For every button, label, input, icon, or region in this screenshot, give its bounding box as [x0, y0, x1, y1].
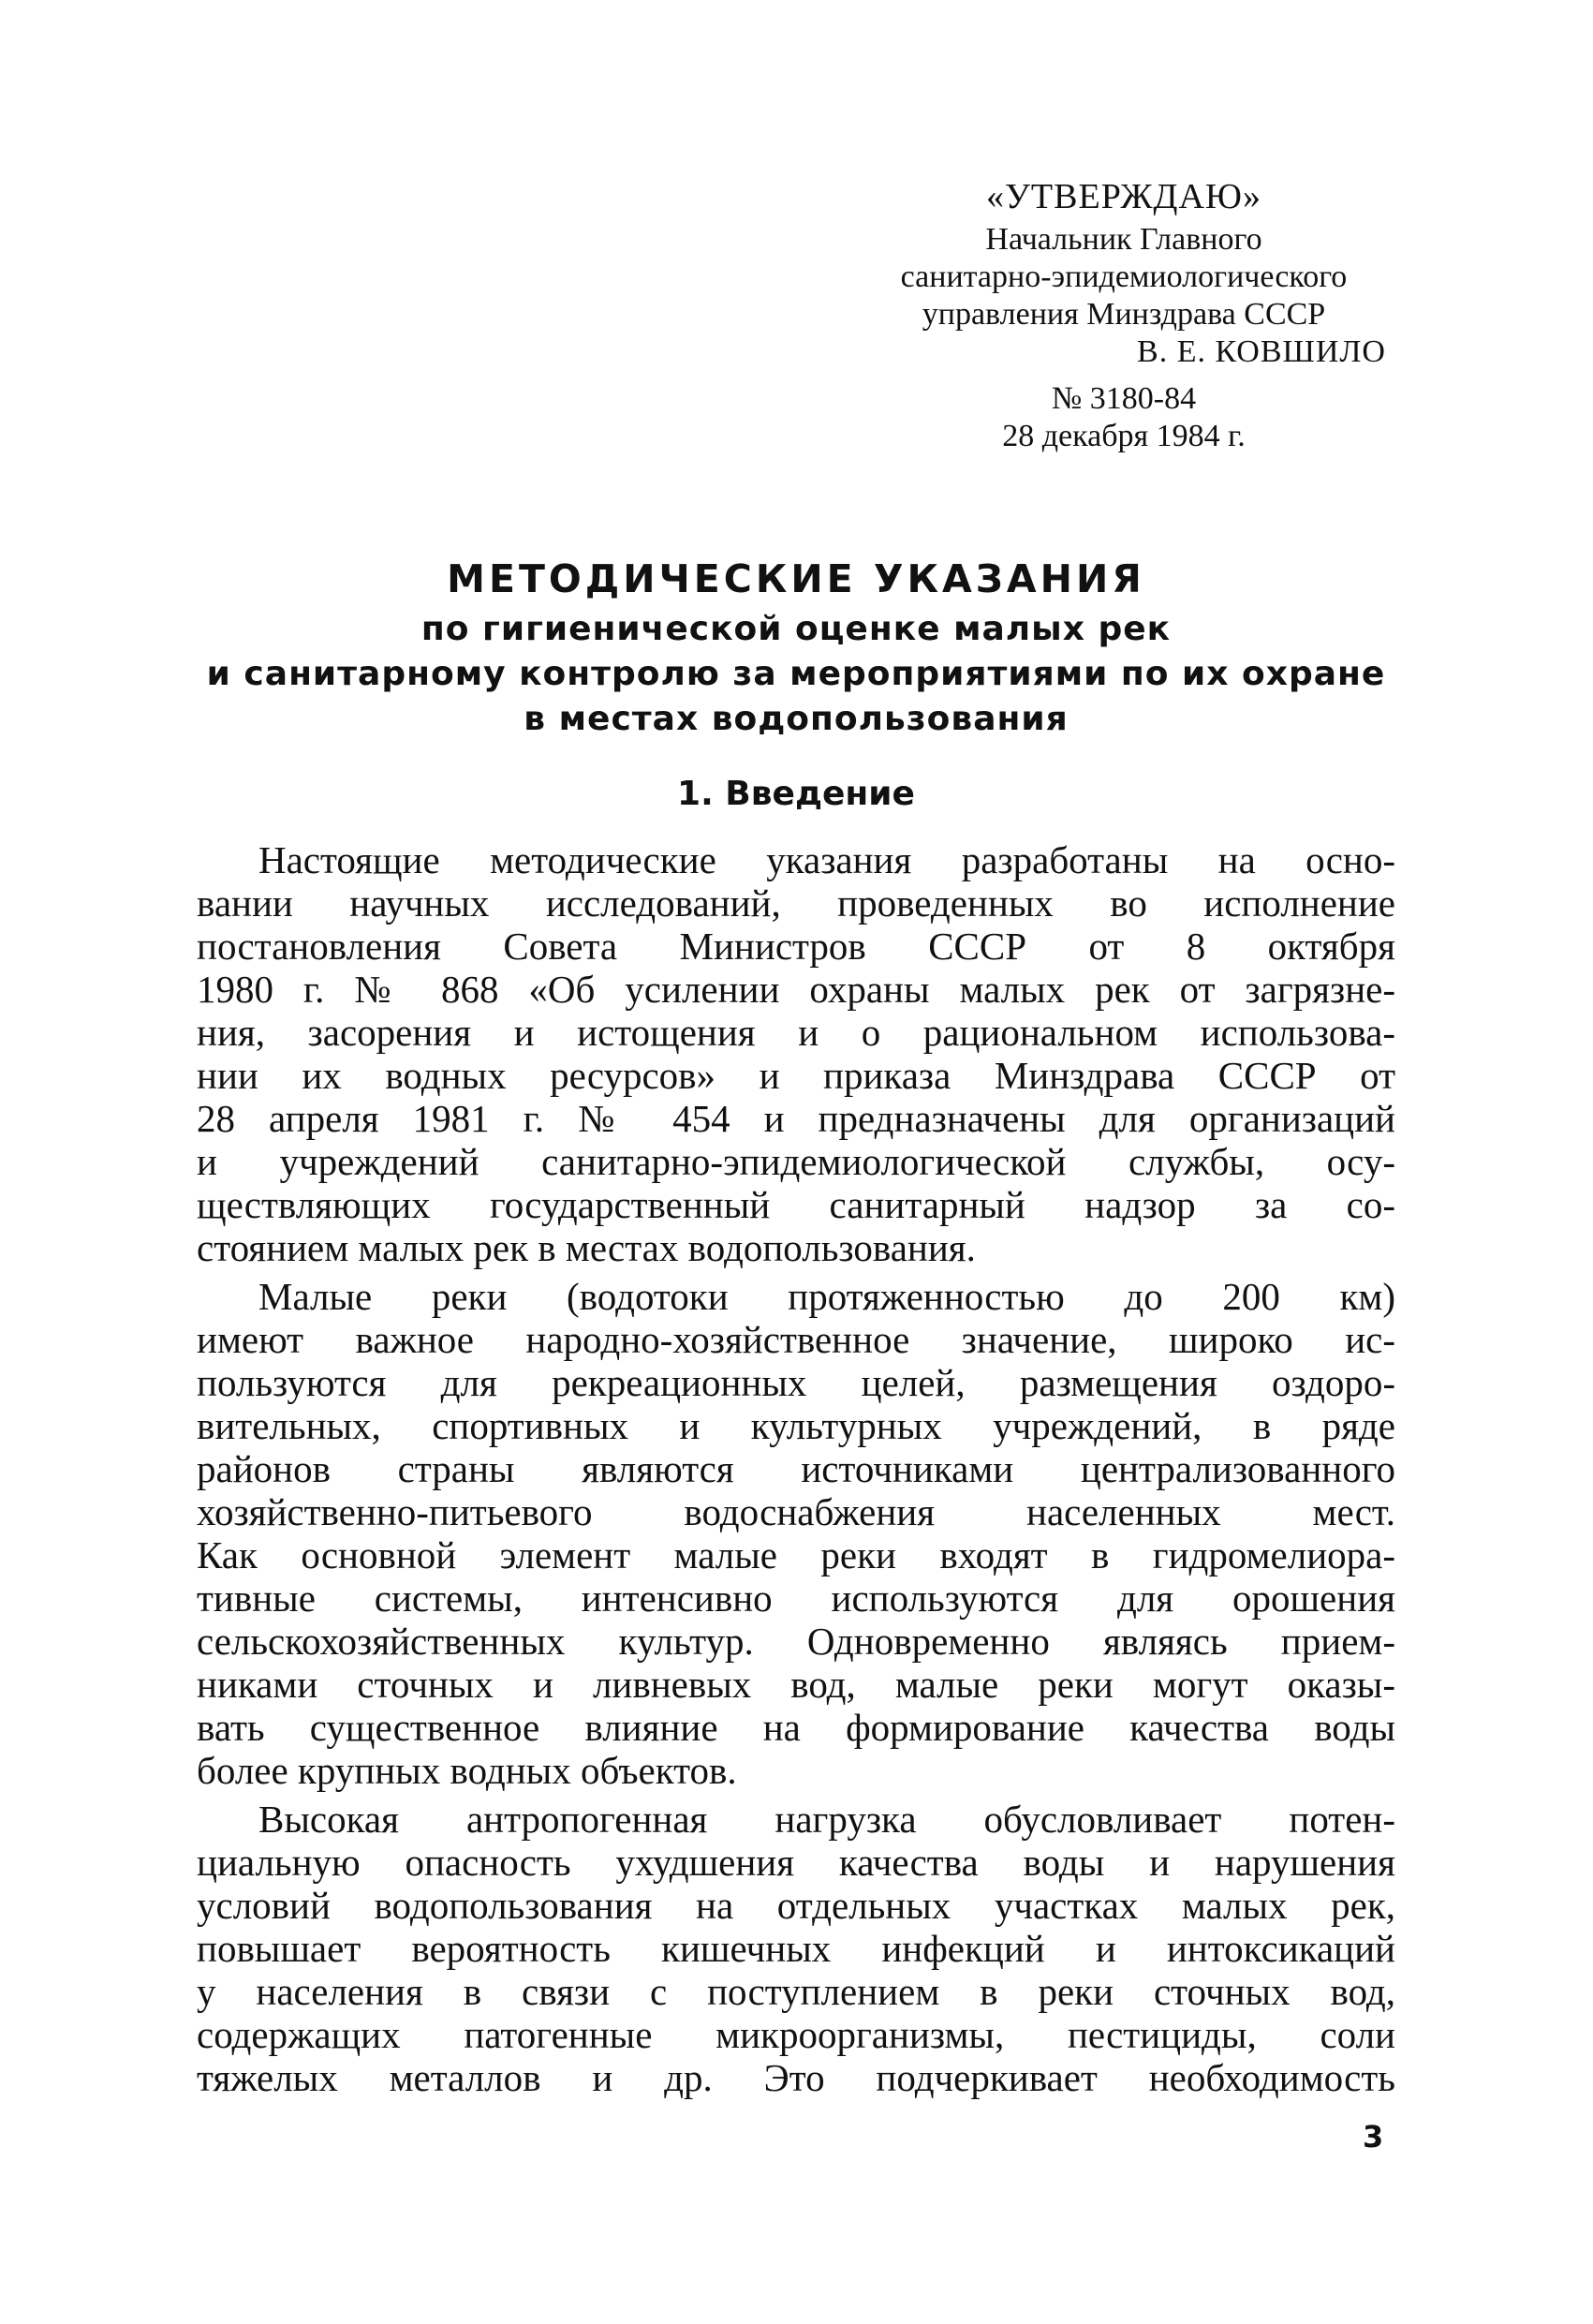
- document-subtitle-line: и санитарному контролю за мероприятиями по их охране: [206, 655, 1386, 693]
- text-line: ществляющих государственный санитарный надзор за со-: [197, 1183, 1395, 1226]
- text-line: 28 апреля 1981 г. № 454 и предназначены для организаций: [197, 1097, 1395, 1140]
- text-line: имеют важное народно-хозяйственное значение, широко ис-: [197, 1318, 1395, 1361]
- document-heading: [187, 551, 1405, 742]
- text-line: хозяйственно-питьевого водоснабжения населенных мест.: [197, 1490, 1395, 1533]
- paragraph: [197, 838, 1395, 1269]
- text-line: вительных, спортивных и культурных учреждений, в ряде: [197, 1404, 1395, 1447]
- approver-name: В. Е. КОВШИЛО: [1137, 334, 1386, 369]
- text-line: сельскохозяйственных культур. Одновременно являясь прием-: [197, 1620, 1395, 1663]
- text-line: стоянием малых рек в местах водопользования.: [197, 1226, 976, 1269]
- approval-date: 28 декабря 1984 г.: [1002, 419, 1246, 453]
- text-line: повышает вероятность кишечных инфекций и интоксикаций: [197, 1927, 1395, 1970]
- text-line: Высокая антропогенная нагрузка обусловливает потен-: [258, 1798, 1395, 1841]
- text-line: вать существенное влияние на формирование качества воды: [197, 1706, 1395, 1749]
- text-line: пользуются для рекреационных целей, размещения оздоро-: [197, 1361, 1395, 1404]
- document-subtitle-line: в местах водопользования: [524, 700, 1069, 738]
- text-line: содержащих патогенные микроорганизмы, пестициды, соли: [197, 2013, 1395, 2056]
- text-line: у населения в связи с поступлением в реки сточных вод,: [197, 1970, 1395, 2013]
- approval-number: № 3180-84: [1051, 381, 1197, 416]
- body-text: [197, 838, 1395, 2105]
- text-line: ния, засорения и истощения и о рациональном использова-: [197, 1011, 1395, 1054]
- text-line: 1980 г. № 868 «Об усилении охраны малых рек от загрязне-: [197, 968, 1395, 1011]
- text-line: постановления Совета Министров СССР от 8 октября: [197, 925, 1395, 968]
- paragraph: [197, 1275, 1395, 1792]
- page-number: 3: [1363, 2119, 1384, 2154]
- text-line: циальную опасность ухудшения качества воды и нарушения: [197, 1841, 1395, 1884]
- section-heading: 1. Введение: [677, 775, 915, 813]
- text-line: Как основной элемент малые реки входят в гидромелиора-: [197, 1533, 1395, 1576]
- text-line: тяжелых металлов и др. Это подчеркивает необходимость: [197, 2056, 1395, 2099]
- approval-position-line-1: Начальник Главного: [985, 222, 1262, 257]
- text-line: Настоящие методические указания разработаны на осно-: [258, 838, 1395, 881]
- approval-position-line-2: санитарно-эпидемиологического: [900, 259, 1348, 294]
- approval-block: [843, 178, 1405, 455]
- text-line: и учреждений санитарно-эпидемиологической службы, осу-: [197, 1140, 1395, 1183]
- text-line: вании научных исследований, проведенных во исполнение: [197, 881, 1395, 925]
- paragraph: [197, 1798, 1395, 2099]
- text-line: Малые реки (водотоки протяженностью до 200 км): [258, 1275, 1395, 1318]
- approval-position-line-3: управления Минздрава СССР: [922, 297, 1326, 332]
- text-line: районов страны являются источниками централизованного: [197, 1447, 1395, 1490]
- text-line: никами сточных и ливневых вод, малые реки могут оказы-: [197, 1663, 1395, 1706]
- text-line: тивные системы, интенсивно используются для орошения: [197, 1576, 1395, 1620]
- document-subtitle-line: по гигиенической оценке малых рек: [420, 610, 1172, 648]
- approval-title: «УТВЕРЖДАЮ»: [986, 177, 1261, 216]
- text-line: условий водопользования на отдельных участках малых рек,: [197, 1884, 1395, 1927]
- document-title: МЕТОДИЧЕСКИЕ УКАЗАНИЯ: [447, 556, 1145, 601]
- text-line: нии их водных ресурсов» и приказа Минздрава СССР от: [197, 1054, 1395, 1097]
- text-line: более крупных водных объектов.: [197, 1749, 737, 1792]
